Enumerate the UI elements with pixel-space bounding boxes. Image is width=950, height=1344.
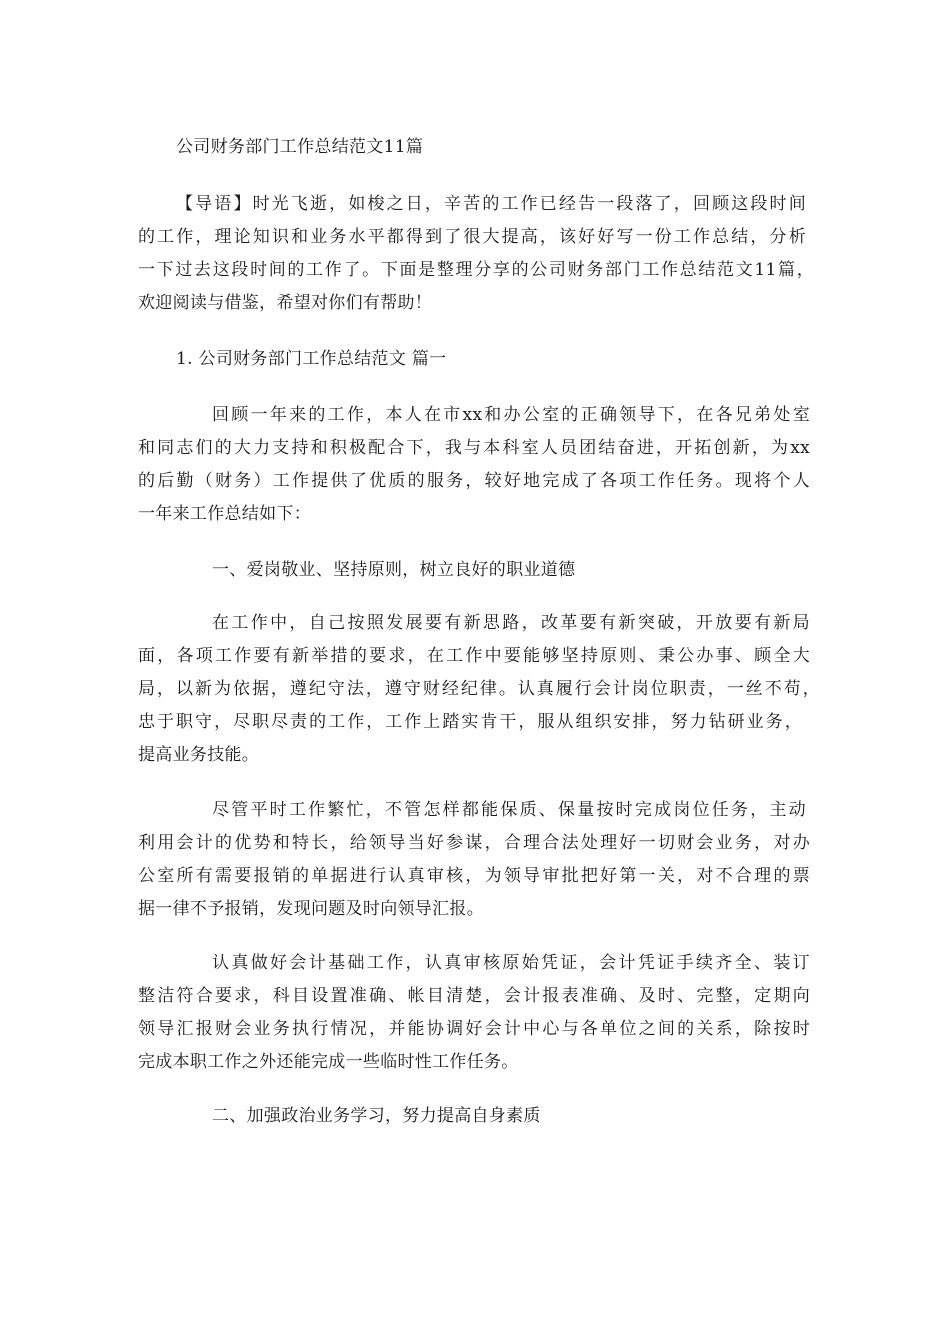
para3-line-2: 利用会计的优势和特长，给领导当好参谋，合理合法处理好一切财会业务，对办 bbox=[138, 833, 810, 853]
para1-line-3: 的后勤（财务）工作提供了优质的服务，较好地完成了各项工作任务。现将个人 bbox=[138, 471, 810, 491]
para3-line-1: 尽管平时工作繁忙，不管怎样都能保质、保量按时完成岗位任务，主动 bbox=[212, 800, 806, 820]
document-title: 公司财务部门工作总结范文11篇 bbox=[176, 137, 424, 157]
subheading-2: 二、加强政治业务学习，努力提高自身素质 bbox=[212, 1106, 541, 1126]
subheading-1: 一、爱岗敬业、坚持原则，树立良好的职业道德 bbox=[212, 560, 576, 580]
para1-line-4: 一年来工作总结如下： bbox=[138, 504, 311, 524]
intro-line-3: 一下过去这段时间的工作了。下面是整理分享的公司财务部门工作总结范文11篇， bbox=[138, 260, 814, 280]
para2-line-3: 局，以新为依据，遵纪守法，遵守财经纪律。认真履行会计岗位职责，一丝不苟， bbox=[138, 679, 820, 699]
intro-line-2: 的工作，理论知识和业务水平都得到了很大提高，该好好写一份工作总结，分析 bbox=[138, 227, 806, 247]
para1-line-1: 回顾一年来的工作，本人在市xx和办公室的正确领导下，在各兄弟处室 bbox=[212, 405, 810, 425]
para3-line-3: 公室所有需要报销的单据进行认真审核，为领导审批把好第一关，对不合理的票 bbox=[138, 866, 810, 886]
section-heading: 1. 公司财务部门工作总结范文 篇一 bbox=[176, 349, 447, 369]
para2-line-5: 提高业务技能。 bbox=[138, 745, 260, 765]
para4-line-2: 整洁符合要求，科目设置准确、帐目清楚，会计报表准确、及时、完整，定期向 bbox=[138, 986, 810, 1006]
para4-line-3: 领导汇报财会业务执行情况，并能协调好会计中心与各单位之间的关系，除按时 bbox=[138, 1019, 810, 1039]
para2-line-1: 在工作中，自己按照发展要有新思路，改革要有新突破，开放要有新局 bbox=[212, 613, 810, 633]
para4-line-1: 认真做好会计基础工作，认真审核原始凭证，会计凭证手续齐全、装订 bbox=[212, 953, 810, 973]
para3-line-4: 据一律不予报销，发现问题及时向领导汇报。 bbox=[138, 899, 484, 919]
para4-line-4: 完成本职工作之外还能完成一些临时性工作任务。 bbox=[138, 1052, 519, 1072]
para2-line-4: 忠于职守，尽职尽责的工作，工作上踏实肯干，服从组织安排，努力钻研业务， bbox=[138, 712, 802, 732]
intro-line-1: 【导语】时光飞逝，如梭之日，辛苦的工作已经告一段落了，回顾这段时间 bbox=[176, 194, 806, 214]
para1-line-2: 和同志们的大力支持和积极配合下，我与本科室人员团结奋进，开拓创新，为xx bbox=[138, 438, 810, 458]
intro-line-4: 欢迎阅读与借鉴，希望对你们有帮助！ bbox=[138, 293, 433, 313]
para2-line-2: 面，各项工作要有新举措的要求，在工作中要能够坚持原则、秉公办事、顾全大 bbox=[138, 646, 810, 666]
